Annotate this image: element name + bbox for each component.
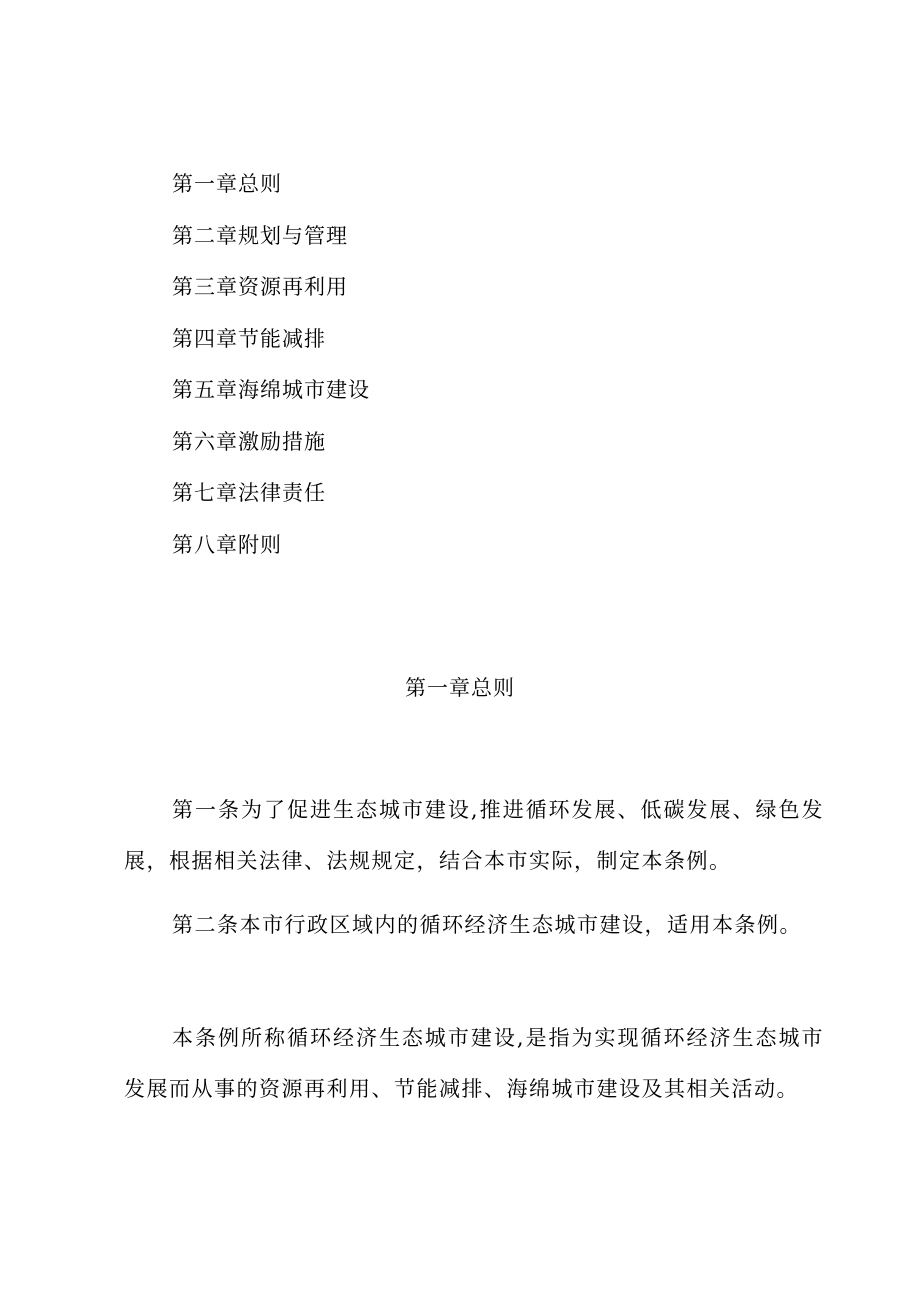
article-2-paragraph: 第二条本市行政区域内的循环经济生态城市建设，适用本条例。 xyxy=(172,913,802,937)
toc-item-chapter-3[interactable]: 第三章资源再利用 xyxy=(172,275,348,299)
toc-item-chapter-1[interactable]: 第一章总则 xyxy=(172,172,282,196)
toc-item-chapter-8[interactable]: 第八章附则 xyxy=(172,532,282,557)
toc-item-chapter-2[interactable]: 第二章规划与管理 xyxy=(172,223,348,248)
table-of-contents xyxy=(172,170,370,582)
article-1-paragraph: 第一条为了促进生态城市建设,推进循环发展、低碳发展、绿色发展，根据相关法律、法规规定，结合本市实际，制定本条例。 xyxy=(124,798,824,873)
toc-item-chapter-5[interactable]: 第五章海绵城市建设 xyxy=(172,378,370,402)
definition-paragraph: 本条例所称循环经济生态城市建设,是指为实现循环经济生态城市发展而从事的资源再利用、节能减排、海绵城市建设及其相关活动。 xyxy=(124,1026,824,1101)
toc-item-chapter-4[interactable]: 第四章节能减排 xyxy=(172,326,326,351)
toc-item-chapter-7[interactable]: 第七章法律责任 xyxy=(172,481,326,505)
chapter-heading: 第一章总则 xyxy=(405,676,515,700)
toc-item-chapter-6[interactable]: 第六章激励措施 xyxy=(172,429,326,454)
